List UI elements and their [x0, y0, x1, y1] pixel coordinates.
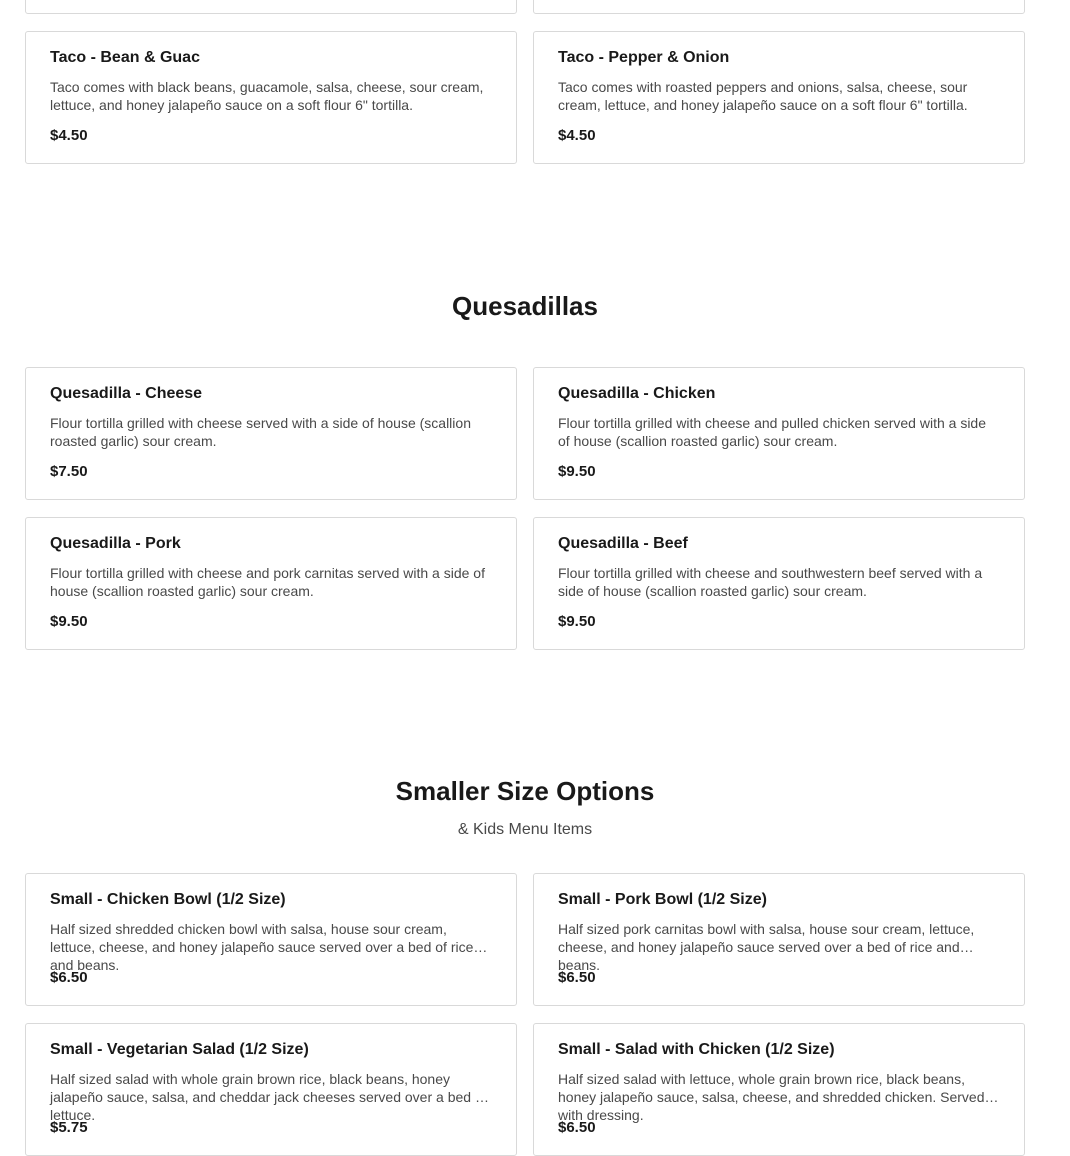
item-description: Taco comes with black beans, guacamole, salsa, cheese, sour cream, lettuce, and honey jalapeño sauce on a soft flour 6" tortilla. [50, 79, 484, 113]
partial-item-grid [25, 0, 1025, 14]
section-title-smaller-size: Smaller Size Options [395, 776, 655, 806]
smaller-item-grid [25, 873, 1025, 1156]
menu-item-card[interactable] [533, 0, 1025, 14]
menu-item-card[interactable] [25, 517, 517, 650]
menu-item-card[interactable] [25, 1023, 517, 1156]
quesadillas-item-grid [25, 367, 1025, 650]
item-price: $4.50 [558, 127, 596, 144]
menu-item-card[interactable] [533, 517, 1025, 650]
menu-item-card[interactable] [25, 31, 517, 164]
menu-item-card[interactable] [25, 0, 517, 14]
item-description: Half sized salad with lettuce, whole grain brown rice, black beans, honey jalapeño sauce, salsa, cheese, and shredded chicken. Served with dressing. [558, 1071, 985, 1123]
item-description: Taco comes with roasted peppers and onions, salsa, cheese, sour cream, lettuce, and honey jalapeño sauce on a soft flour 6" tortilla. [558, 79, 968, 113]
item-name: Quesadilla - Pork [50, 535, 181, 552]
tacos-item-grid [25, 31, 1025, 164]
item-price: $6.50 [50, 969, 88, 986]
item-description: Flour tortilla grilled with cheese and southwestern beef served with a side of house (scallion roasted garlic) sour cream. [558, 565, 983, 599]
item-name: Quesadilla - Beef [558, 535, 688, 552]
item-description: Flour tortilla grilled with cheese and pork carnitas served with a side of house (scallion roasted garlic) sour cream. [50, 565, 485, 599]
item-price: $4.50 [50, 127, 88, 144]
item-description: Flour tortilla grilled with cheese and pulled chicken served with a side of house (scallion roasted garlic) sour cream. [558, 415, 986, 449]
item-price: $9.50 [558, 463, 596, 480]
item-price: $6.50 [558, 969, 596, 986]
item-name: Taco - Bean & Guac [50, 49, 200, 66]
menu-item-card[interactable] [25, 367, 517, 500]
menu-item-card[interactable] [533, 873, 1025, 1006]
item-name: Small - Pork Bowl (1/2 Size) [558, 891, 767, 908]
item-name: Taco - Pepper & Onion [558, 49, 730, 66]
section-subtitle: & Kids Menu Items [457, 821, 593, 838]
menu-item-card[interactable] [533, 367, 1025, 500]
item-price: $9.50 [558, 613, 596, 630]
item-price: $7.50 [50, 463, 88, 480]
section-title-quesadillas: Quesadillas [452, 291, 598, 321]
item-description: Flour tortilla grilled with cheese served with a side of house (scallion roasted garlic) sour cream. [50, 415, 471, 449]
menu-item-card[interactable] [533, 31, 1025, 164]
item-price: $9.50 [50, 613, 88, 630]
item-name: Small - Chicken Bowl (1/2 Size) [50, 891, 286, 908]
menu-item-card[interactable] [533, 1023, 1025, 1156]
item-name: Quesadilla - Chicken [558, 385, 716, 402]
item-name: Small - Salad with Chicken (1/2 Size) [558, 1041, 835, 1058]
menu-item-card[interactable] [25, 873, 517, 1006]
item-price: $6.50 [558, 1119, 596, 1136]
item-description: Half sized pork carnitas bowl with salsa, house sour cream, lettuce, cheese, and honey jalapeño sauce served over a bed of rice and beans. [558, 921, 975, 973]
item-name: Quesadilla - Cheese [50, 385, 203, 402]
item-name: Small - Vegetarian Salad (1/2 Size) [50, 1041, 309, 1058]
item-price: $5.75 [50, 1119, 88, 1136]
item-description: Half sized salad with whole grain brown rice, black beans, honey jalapeño sauce, salsa, and cheddar jack cheeses served over a bed of lettuce. [50, 1071, 487, 1123]
item-description: Half sized shredded chicken bowl with salsa, house sour cream, lettuce, cheese, and honey jalapeño sauce served over a bed of rice and beans. [50, 921, 474, 973]
